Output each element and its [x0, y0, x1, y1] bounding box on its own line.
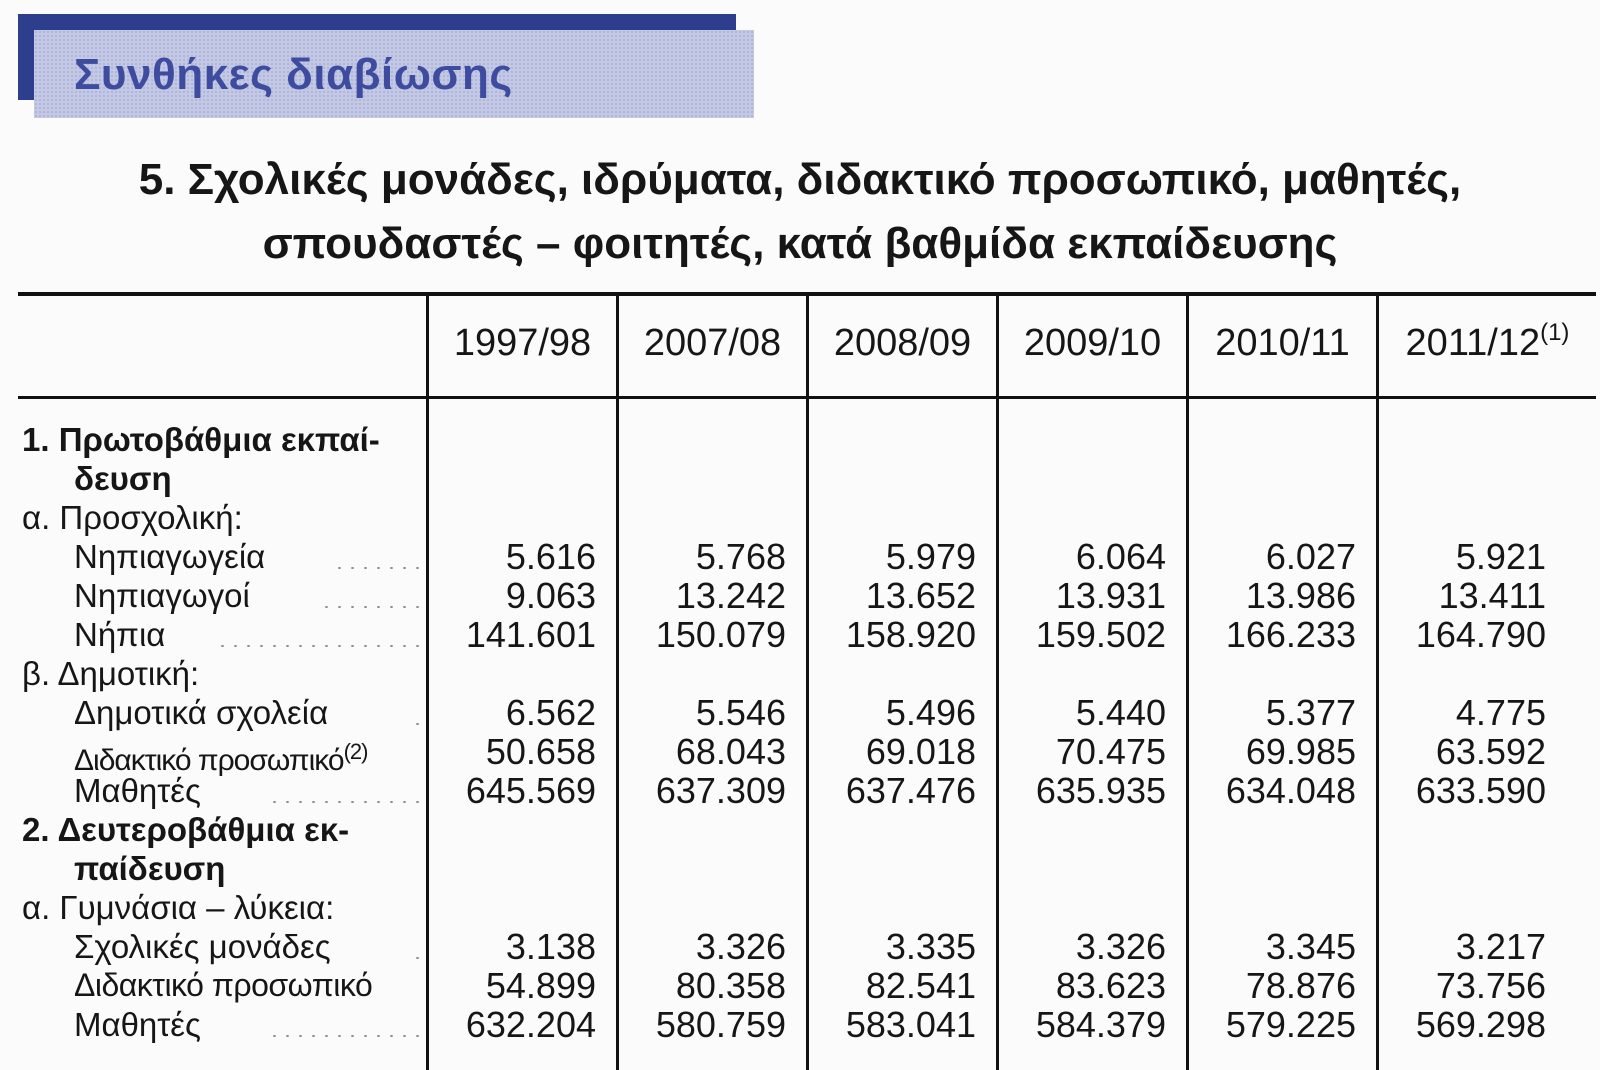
table-cell: 3.335 [885, 926, 976, 967]
table-cell: 5.546 [695, 692, 786, 733]
table-cell: 6.027 [1265, 536, 1356, 577]
table-cell: 63.592 [1435, 731, 1546, 772]
row-label: Δημοτικά σχολεία [74, 693, 424, 732]
table-cell: 3.326 [695, 926, 786, 967]
table-cell: 13.411 [1438, 575, 1546, 616]
table-cell: 579.225 [1225, 1004, 1356, 1045]
table-cell: 50.658 [485, 731, 596, 772]
table-cell: 83.623 [1055, 965, 1166, 1006]
subsection-primary: β. Δημοτική: [22, 655, 200, 692]
table-cell: 583.041 [845, 1004, 976, 1045]
table-cell: 569.298 [1415, 1004, 1546, 1045]
table-cell: 9.063 [505, 575, 596, 616]
table-cell: 635.935 [1035, 770, 1166, 811]
column-header-2010-11: 2010/11 [1215, 322, 1350, 364]
table-cell: 166.233 [1225, 614, 1356, 655]
table-cell: 5.496 [885, 692, 976, 733]
table-cell: 637.309 [655, 770, 786, 811]
section-2-heading: 2. Δευτεροβάθμια εκ- [22, 811, 350, 848]
row-label: Μαθητές [74, 771, 424, 810]
table-cell: 164.790 [1415, 614, 1546, 655]
row-label: Νηπιαγωγεία [74, 537, 424, 576]
column-header-1997-98: 1997/98 [453, 322, 592, 364]
table-cell: 13.931 [1055, 575, 1166, 616]
column-header-2011-12: 2011/12$^{(1)}$ [1405, 319, 1570, 364]
table-row [18, 576, 1596, 615]
table-cell: 5.979 [885, 536, 976, 577]
table-cell: 5.768 [695, 536, 786, 577]
table-cell: 3.217 [1455, 926, 1546, 967]
table-cell: 632.204 [465, 1004, 596, 1045]
subsection-preschool: α. Προσχολική: [22, 499, 243, 536]
table-cell: 634.048 [1225, 770, 1356, 811]
table-cell: 3.138 [505, 926, 596, 967]
table-row [18, 966, 1596, 1005]
table-cell: 54.899 [485, 965, 596, 1006]
page-title-line-1: 5. Σχολικές μονάδες, ιδρύματα, διδακτικό προσωπικό, μαθητές, [138, 155, 1462, 204]
table-row [18, 771, 1596, 810]
subsection-secondary: α. Γυμνάσια – λύκεια: [22, 889, 335, 926]
page-title [0, 148, 1600, 276]
row-label: Νηπιαγωγοί [74, 576, 424, 615]
column-header-2009-10: 2009/10 [1023, 322, 1162, 364]
table-cell: 6.562 [505, 692, 596, 733]
table-row [18, 927, 1596, 966]
row-label: Νήπια [74, 615, 424, 654]
table-cell: 645.569 [465, 770, 596, 811]
table-cell: 13.242 [675, 575, 786, 616]
page-title-line-2: σπουδαστές – φοιτητές, κατά βαθμίδα εκπαίδευσης [262, 219, 1338, 268]
table-cell: 141.601 [465, 614, 596, 655]
table-cell: 159.502 [1035, 614, 1166, 655]
table-cell: 584.379 [1035, 1004, 1166, 1045]
row-label: Διδακτικό προσωπικό$^{(2)}$ [74, 739, 368, 777]
table-row [18, 1005, 1596, 1044]
table-cell: 5.440 [1075, 692, 1166, 733]
table-row [18, 731, 1596, 777]
row-label: Σχολικές μονάδες [74, 927, 424, 966]
column-header-2007-08: 2007/08 [643, 322, 782, 364]
table-cell: 78.876 [1245, 965, 1356, 1006]
table-cell: 6.064 [1075, 536, 1166, 577]
table-cell: 633.590 [1415, 770, 1546, 811]
section-2-heading-cont: παίδευση [74, 850, 226, 887]
table-cell: 3.326 [1075, 926, 1166, 967]
table-cell: 73.756 [1435, 965, 1546, 1006]
table-cell: 5.377 [1265, 692, 1356, 733]
table-cell: 5.616 [505, 536, 596, 577]
table-row [18, 615, 1596, 654]
table-cell: 637.476 [845, 770, 976, 811]
section-1-heading: 1. Πρωτοβάθμια εκπαί- [22, 421, 380, 458]
footnote-marker: (1) [1540, 319, 1570, 346]
table-cell: 150.079 [655, 614, 786, 655]
table-cell: 13.986 [1245, 575, 1356, 616]
footnote-marker: (2) [343, 739, 368, 764]
table-cell: 3.345 [1265, 926, 1356, 967]
section-banner-title: Συνθήκες διαβίωσης [74, 50, 513, 99]
column-header-2008-09: 2008/09 [833, 322, 972, 364]
table-cell: 69.018 [865, 731, 976, 772]
table-cell: 158.920 [845, 614, 976, 655]
table-cell: 5.921 [1455, 536, 1546, 577]
section-1-heading-cont: δευση [74, 460, 172, 497]
table-row [18, 537, 1596, 576]
row-label: Μαθητές [74, 1005, 424, 1044]
table-cell: 80.358 [675, 965, 786, 1006]
table-cell: 13.652 [865, 575, 976, 616]
table-cell: 4.775 [1455, 692, 1546, 733]
table-row [18, 693, 1596, 732]
table-cell: 70.475 [1055, 731, 1166, 772]
table-cell: 82.541 [865, 965, 976, 1006]
table-cell: 580.759 [655, 1004, 786, 1045]
statistics-table [18, 292, 1596, 1070]
table-cell: 68.043 [675, 731, 786, 772]
row-label: Διδακτικό προσωπικό [74, 967, 373, 1003]
table-cell: 69.985 [1245, 731, 1356, 772]
